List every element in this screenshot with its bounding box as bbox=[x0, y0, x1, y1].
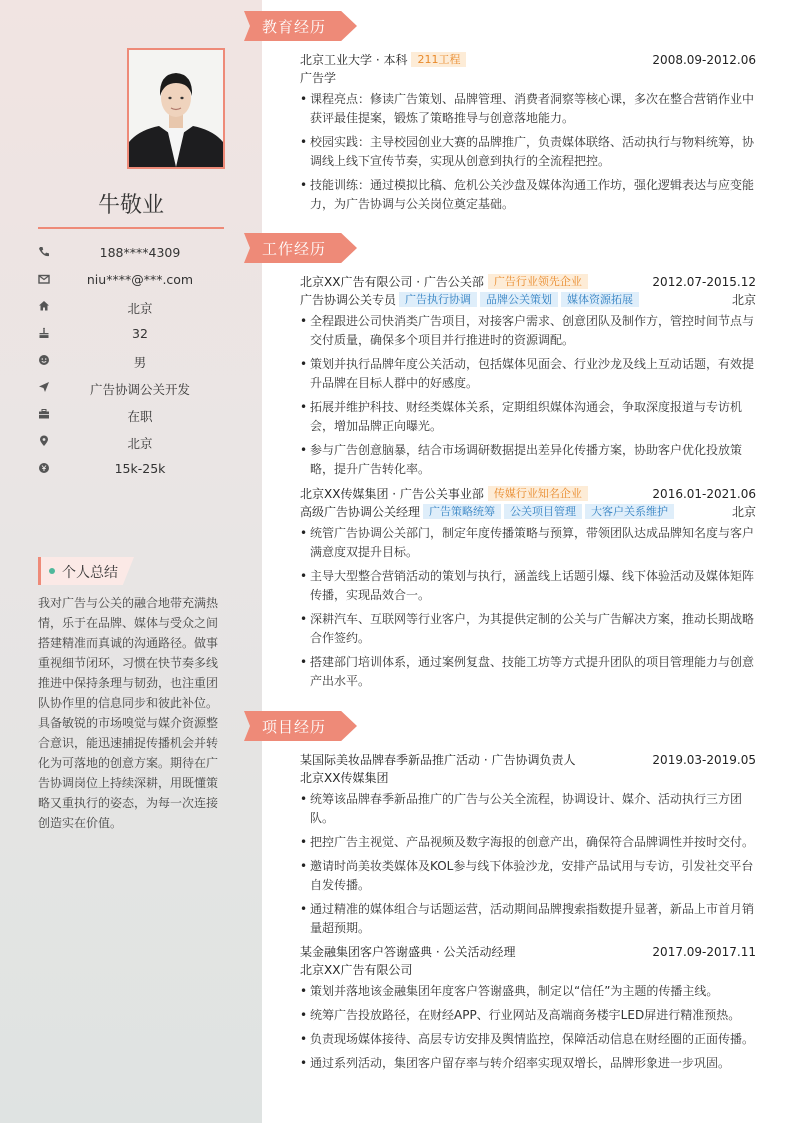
skill-tag: 公关项目管理 bbox=[504, 504, 582, 519]
skill-tag: 广告策略统筹 bbox=[423, 504, 501, 519]
list-item: • 全程跟进公司快消类广告项目，对接客户需求、创意团队及制作方，管控时间节点与交付质量，确保多个项目并行推进时的资源调配。 bbox=[300, 312, 756, 350]
skill-tag: 媒体资源拓展 bbox=[561, 292, 639, 307]
list-item: • 统筹广告投放路径，在财经APP、行业网站及高端商务楼宇LED屏进行精准预热。 bbox=[300, 1006, 756, 1025]
skill-tag: 大客户关系维护 bbox=[585, 504, 674, 519]
list-item: • 拓展并维护科技、财经类媒体关系，定期组织媒体沟通会，争取深度报道与专访机会，增加品牌正向曝光。 bbox=[300, 398, 756, 436]
major: 广告学 bbox=[300, 71, 337, 85]
profile-photo bbox=[127, 48, 225, 169]
job-date: 2016.01-2021.06 bbox=[652, 487, 756, 501]
name-divider bbox=[38, 227, 224, 229]
salary-icon bbox=[38, 462, 50, 474]
briefcase-icon bbox=[38, 408, 50, 420]
project-date: 2019.03-2019.05 bbox=[652, 753, 756, 767]
work-entry-2 bbox=[300, 485, 756, 696]
job-role: 高级广告协调公关经理 bbox=[300, 505, 421, 519]
list-item: • 通过精准的媒体组合与话题运营，活动期间品牌搜索指数提升显著，新品上市首月销量超预期。 bbox=[300, 900, 756, 938]
info-salary bbox=[38, 458, 224, 480]
project-entry-2 bbox=[300, 943, 756, 1078]
cake-icon bbox=[38, 327, 50, 339]
info-home bbox=[38, 296, 224, 318]
list-item: • 邀请时尚美妆类媒体及KOL参与线下体验沙龙，安排产品试用与专访，引发社交平台自发传播。 bbox=[300, 857, 756, 895]
home-icon bbox=[38, 300, 50, 312]
education-entry bbox=[300, 51, 756, 219]
skill-tag: 广告执行协调 bbox=[399, 292, 477, 307]
education-date: 2008.09-2012.06 bbox=[652, 53, 756, 67]
project-name: 某金融集团客户答谢盛典 · 公关活动经理 bbox=[300, 945, 516, 959]
list-item: • 主导大型整合营销活动的策划与执行，涵盖线上话题引爆、线下体验活动及媒体矩阵传播，实现品效合一。 bbox=[300, 567, 756, 605]
list-item: • 搭建部门培训体系，通过案例复盘、技能工坊等方式提升团队的项目管理能力与创意产出水平。 bbox=[300, 653, 756, 691]
info-age bbox=[38, 323, 224, 345]
info-status bbox=[38, 404, 224, 426]
info-value: 在职 bbox=[127, 409, 153, 424]
list-item: • 技能训练：通过模拟比稿、危机公关沙盘及媒体沟通工作坊，强化逻辑表达与应变能力，为广告协调与公关岗位奠定基础。 bbox=[300, 176, 756, 214]
sidebar bbox=[0, 0, 262, 1123]
list-item: • 统管广告协调公关部门，制定年度传播策略与预算，带领团队达成品牌知名度与客户满意度双提升目标。 bbox=[300, 524, 756, 562]
info-value: 15k-25k bbox=[114, 461, 166, 476]
company-badge: 传媒行业知名企业 bbox=[488, 486, 588, 501]
summary-text: 我对广告与公关的融合地带充满热情，乐于在品牌、媒体与受众之间搭建精准而真诚的沟通路径。做事重视细节闭环，习惯在快节奏多线推进中保持条理与韧劲，也注重团队协作里的信息同步和彼此补位。具备敏锐的市场嗅觉与媒介资源整合意识，能迅速捕捉传播机会并转化为可落地的创意方案。期待在广告协调岗位上持续深耕，用既懂策略又重执行的姿态，为每一次连接创造实在价值。 bbox=[38, 596, 219, 830]
list-item: • 把控广告主视觉、产品视频及数字海报的创意产出，确保符合品牌调性并按时交付。 bbox=[300, 833, 756, 852]
location-icon bbox=[38, 435, 50, 447]
info-gender bbox=[38, 350, 224, 372]
section-projects-heading: 项目经历 bbox=[244, 711, 357, 741]
list-item: • 策划并执行品牌年度公关活动，包括媒体见面会、行业沙龙及线上互动话题，有效提升品牌在目标人群中的好感度。 bbox=[300, 355, 756, 393]
list-item: • 策划并落地该金融集团年度客户答谢盛典，制定以“信任”为主题的传播主线。 bbox=[300, 982, 756, 1001]
info-value: 北京 bbox=[127, 301, 153, 316]
job-role: 广告协调公关专员 bbox=[300, 293, 397, 307]
send-icon bbox=[38, 381, 50, 393]
skill-tag: 品牌公关策划 bbox=[480, 292, 558, 307]
list-item: • 负责现场媒体接待、高层专访安排及舆情监控，保障活动信息在财经圈的正面传播。 bbox=[300, 1030, 756, 1049]
list-item: • 通过系列活动，集团客户留存率与转介绍率实现双增长，品牌形象进一步巩固。 bbox=[300, 1054, 756, 1073]
school-badge: 211工程 bbox=[411, 52, 466, 67]
project-name: 某国际美妆品牌春季新品推广活动 · 广告协调负责人 bbox=[300, 753, 576, 767]
project-org: 北京XX传媒集团 bbox=[300, 771, 389, 785]
summary-heading: 个人总结 bbox=[38, 557, 134, 585]
info-value: 广告协调公关开发 bbox=[89, 382, 190, 397]
dot-icon bbox=[49, 568, 55, 574]
job-location: 北京 bbox=[731, 505, 756, 519]
list-item: • 深耕汽车、互联网等行业客户，为其提供定制的公关与广告解决方案，推动长期战略合作签约。 bbox=[300, 610, 756, 648]
mail-icon bbox=[38, 273, 50, 285]
info-email bbox=[38, 269, 224, 291]
info-value: 188****4309 bbox=[99, 245, 181, 260]
face-icon bbox=[38, 354, 50, 366]
profile-name: 牛敬业 bbox=[97, 193, 164, 218]
company-badge: 广告行业领先企业 bbox=[488, 274, 588, 289]
list-item: • 统筹该品牌春季新品推广的广告与公关全流程，协调设计、媒介、活动执行三方团队。 bbox=[300, 790, 756, 828]
list-item: • 课程亮点：修读广告策划、品牌管理、消费者洞察等核心课，多次在整合营销作业中获评最佳提案，锻炼了策略推导与创意落地能力。 bbox=[300, 90, 756, 128]
company-name: 北京XX广告有限公司 · 广告公关部 bbox=[300, 275, 484, 289]
info-value: 北京 bbox=[127, 436, 153, 451]
info-intention bbox=[38, 377, 224, 399]
info-value: 32 bbox=[132, 326, 148, 341]
project-entry-1 bbox=[300, 751, 756, 943]
info-phone bbox=[38, 242, 224, 264]
info-value: 男 bbox=[133, 355, 147, 370]
section-education-heading: 教育经历 bbox=[244, 11, 357, 41]
project-org: 北京XX广告有限公司 bbox=[300, 963, 413, 977]
school-name: 北京工业大学 · 本科 bbox=[300, 53, 408, 67]
list-item: • 参与广告创意脑暴，结合市场调研数据提出差异化传播方案，协助客户优化投放策略，提升广告转化率。 bbox=[300, 441, 756, 479]
list-item: • 校园实践：主导校园创业大赛的品牌推广，负责媒体联络、活动执行与物料统筹，协调线上线下宣传节奏，实现从创意到执行的全流程把控。 bbox=[300, 133, 756, 171]
company-name: 北京XX传媒集团 · 广告公关事业部 bbox=[300, 487, 484, 501]
work-entry-1 bbox=[300, 273, 756, 484]
info-location bbox=[38, 431, 224, 453]
job-location: 北京 bbox=[731, 293, 756, 307]
section-work-heading: 工作经历 bbox=[244, 233, 357, 263]
job-date: 2012.07-2015.12 bbox=[652, 275, 756, 289]
phone-icon bbox=[38, 246, 50, 258]
project-date: 2017.09-2017.11 bbox=[652, 945, 756, 959]
info-value: niu****@***.com bbox=[86, 272, 194, 287]
